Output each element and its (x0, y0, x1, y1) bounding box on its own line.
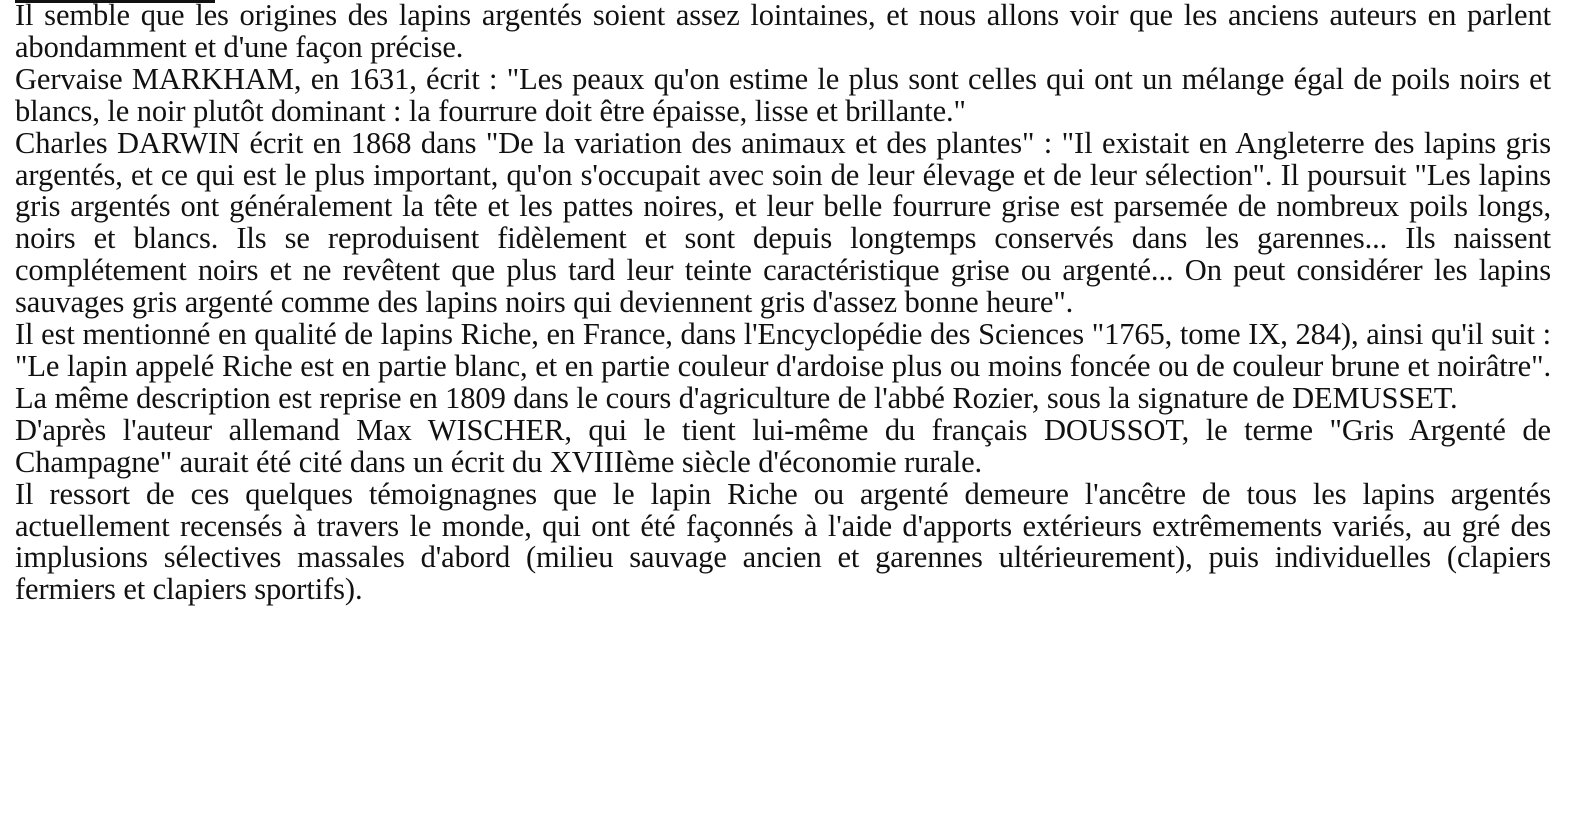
paragraph-encyclopedie: Il est mentionné en qualité de lapins Riche, en France, dans l'Encyclopédie des Sciences "1765, tome IX, 284), ainsi qu'il suit : "Le lapin appelé Riche est en partie blanc, et en partie couleur d'ardoise plus ou moins foncée ou de couleur brune et noirâtre". La même description est reprise en 1809 dans le cours d'agriculture de l'abbé Rozier, sous la signature de DEMUSSET. (15, 317, 1551, 415)
paragraph-origins: Il semble que les origines des lapins argentés soient assez lointaines, et nous allons voir que les anciens auteurs en parlent abondamment et d'une façon précise. (15, 0, 1551, 64)
paragraph-conclusion: Il ressort de ces quelques témoignagnes que le lapin Riche ou argenté demeure l'ancêtre de tous les lapins argentés actuellement recensés à travers le monde, qui ont été façonnés à l'aide d'apports extérieurs extrêmements variés, au gré des implusions sélectives massales d'abord (milieu sauvage ancien et garennes ultérieurement), puis individuelles (clapiers fermiers et clapiers sportifs). (15, 476, 1551, 607)
paragraph-darwin: Charles DARWIN écrit en 1868 dans "De la variation des animaux et des plantes" : "Il existait en Angleterre des lapins gris argentés, et ce qui est le plus important, qu'on s'occupait avec soin de leur élevage et de leur sélection". Il poursuit "Les lapins gris argentés ont généralement la tête et les pattes noires, et leur belle fourrure grise est parsemée de nombreux poils longs, noirs et blancs. Ils se reproduisent fidèlement et sont depuis longtemps conservés dans les garennes... Ils naissent complétement noirs et ne revêtent que plus tard leur teinte caractéristique grise ou argenté... On peut considérer les lapins sauvages gris argenté comme des lapins noirs qui deviennent gris d'assez bonne heure". (15, 125, 1551, 320)
paragraph-wischer: D'après l'auteur allemand Max WISCHER, qui le tient lui-même du français DOUSSOT, le terme "Gris Argenté de Champagne" aurait été cité dans un écrit du XVIIIème siècle d'économie rurale. (15, 412, 1551, 479)
document-body (15, 0, 1551, 606)
paragraph-markham: Gervaise MARKHAM, en 1631, écrit : "Les peaux qu'on estime le plus sont celles qui ont un mélange égal de poils noirs et blancs, le noir plutôt dominant : la fourrure doit être épaisse, lisse et brillante." (15, 61, 1551, 128)
